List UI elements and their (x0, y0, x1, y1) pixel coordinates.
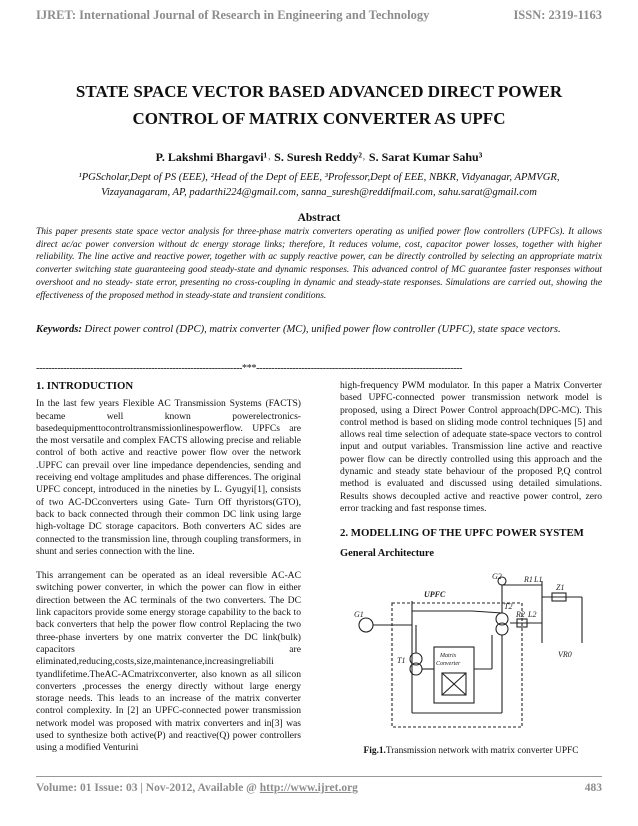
keywords-text: Direct power control (DPC), matrix converter (MC), unified power flow controller (UPFC), state space vectors. (81, 324, 561, 335)
fig-label-l2: L2 (528, 610, 537, 619)
page-number: 483 (584, 782, 602, 794)
figure-caption-text: Transmission network with matrix converter UPFC (385, 746, 579, 756)
journal-name: IJRET: International Journal of Research in Engineering and Technology (36, 8, 430, 22)
fig-label-g1: G1 (354, 610, 364, 619)
authors: P. Lakshmi Bhargavi¹˒ S. Suresh Reddy²˒ S. Sarat Kumar Sahu³ (155, 150, 483, 164)
affiliations (20, 170, 618, 200)
right-column (340, 380, 602, 560)
section-heading-introduction: 1. INTRODUCTION (36, 380, 134, 392)
fig-label-t1: T1 (397, 656, 406, 665)
section-heading-modelling: 2. MODELLING OF THE UPFC POWER SYSTEM (340, 527, 584, 540)
figure-caption (340, 746, 602, 756)
issn: ISSN: 2319-1163 (513, 8, 602, 22)
intro-paragraph-1: In the last few years Flexible AC Transmission Systems (FACTS) became well known powerelectronics-basedequipmenttocontroltransmissionlinespowerflow. UPFCs are the most versatile and complex FACTS allowing precise and reliable control of both active and reactive power flow over the network .UPFC can prevail over line impedance dependencies, sending and receiving end voltage amplitudes and phase differences. The original UPFC concept, introduced in the nineties by L. Gyugyi[1], consists of two AC-DCconverters using Gate- Turn Off thyristors(GTO), back to back connected through their common DC link using large high-voltage DC storage capacitors. Both converters AC sides are connected to the transmission line, through coupling transformers, in shunt and series connection with the line. (36, 398, 301, 557)
title-line-2: CONTROL OF MATRIX CONVERTER AS UPFC (132, 109, 506, 128)
abstract-heading: Abstract (297, 212, 341, 224)
fig-label-r2: R2 (516, 610, 525, 619)
intro-paragraph-2: This arrangement can be operated as an ideal reversible AC-AC switching power converter, in which the power can flow in either direction between the AC terminals of the two converters. The DC link capacitors provide some energy storage capability to the back to back converters that help the power flow control Replacing the two three-phase inverters by one matrix converter the DC link(bulk) capacitors are eliminated,reducing,costs,size,maintenance,increasingreliabili tyandlifetime.TheAC-ACmatrixconverter, also known as all silicon converters ,processes the energy directly without large energy storage needs. This leads to an increase of the matrix converter control complexity. In [2] an UPFC-connected power transmission network model was proposed with matrix converters and in[3] was used to synthesize both active(P) and reactive(Q) power controllers using a modified Venturini (36, 570, 301, 754)
footer-volume (36, 782, 358, 794)
subheading-general-architecture: General Architecture (340, 547, 434, 559)
abstract-text: This paper presents state space vector analysis for three-phase matrix converters operating as unified power flow controllers (UPFCs). It allows direct ac/ac power conversion without dc energy storage links; therefore, It reduces volume, cost, capacitor power losses, together with higher reliability. The line active and reactive power, together with ac supply reactive power, can be directly controlled by selecting an appropriate matrix converter switching state guaranteeing good steady-state and dynamic responses. This advanced control of MC guarantee faster responses without overshoot and no steady- state error, presenting no cross-coupling in dynamic and steady-state responses. Simulations are carried out, showing the effectiveness of the proposed method in steady-state and transient conditions. (36, 227, 602, 301)
fig-label-converter: Converter (436, 661, 461, 667)
keywords (36, 320, 602, 340)
fig-label-upfc: UPFC (424, 590, 446, 599)
fig-label-matrix: Matrix (440, 653, 457, 659)
figure-1-upfc-network (352, 573, 584, 807)
title-line-1: STATE SPACE VECTOR BASED ADVANCED DIRECT POWER (75, 82, 563, 101)
footer-link[interactable]: http://www.ijret.org (259, 782, 358, 794)
affiliation-line-1: ¹PGScholar,Dept of PS (EEE), ²Head of the Dept of EEE, ³Professor,Dept of EEE, NBKR, Vidyanagar, APMVGR, (78, 172, 560, 183)
left-column (36, 380, 301, 755)
fig-label-vr0: VR0 (558, 650, 572, 659)
col2-paragraph-1: high-frequency PWM modulator. In this paper a Matrix Converter based UPFC-connected power transmission network model is proposed, using a Direct Power Control approach(DPC-MC). This control method is based on sliding mode control techniques [5] and allows real time selection of adequate state-space vectors to control input and output variables. Transmission line active and reactive power flow can be directly controlled using this approach and the dynamic and steady state behaviour of the proposed P,Q control method is evaluated and discussed using detailed simulations. Results shows decoupled active and reactive power control, zero error tracking and fast response times. (340, 380, 602, 514)
keywords-label: Keywords: (36, 324, 82, 335)
fig-label-l1: L1 (534, 575, 543, 584)
page-footer (36, 776, 602, 799)
fig-label-g2: G2 (492, 573, 502, 581)
figure-caption-label: Fig.1. (363, 746, 386, 756)
affiliation-line-2: Vizayanagaram, AP, padarthi224@gmail.com, sanna_suresh@reddifmail.com, sahu.sarat@gmail.com (101, 187, 537, 198)
paper-title (40, 78, 598, 132)
fig-label-r1: R1 (524, 575, 533, 584)
fig-label-t2: T2 (504, 602, 513, 611)
fig-label-z1: Z1 (556, 583, 565, 592)
footer-volume-text: Volume: 01 Issue: 03 | Nov-2012, Available @ (36, 782, 260, 794)
section-separator: --------------------------------------------------------------------***-------------------------------------------------------------------- (36, 363, 463, 374)
